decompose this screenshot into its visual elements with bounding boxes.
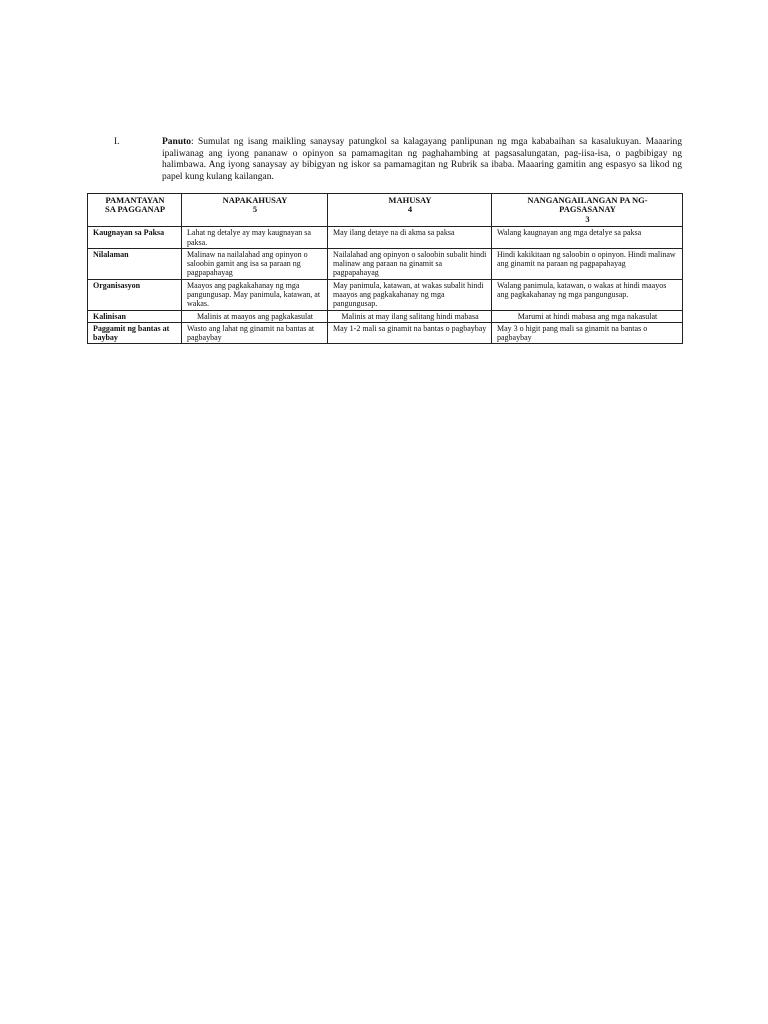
header-score-5: NAPAKAHUSAY 5 (182, 194, 328, 227)
table-row (88, 227, 683, 249)
score-4-cell: May 1-2 mali sa ginamit na bantas o pagbaybay (328, 322, 492, 344)
score-4-cell: Malinis at may ilang salitang hindi mabasa (328, 310, 492, 322)
rubric-header-row (88, 194, 683, 227)
criterion-cell: Organisasyon (88, 279, 182, 310)
score-5-cell: Malinis at maayos ang pagkakasulat (182, 310, 328, 322)
criterion-cell: Kaugnayan sa Paksa (88, 227, 182, 249)
score-3-cell: Marumi at hindi mabasa ang mga nakasulat (492, 310, 683, 322)
score-5-cell: Lahat ng detalye ay may kaugnayan sa paksa. (182, 227, 328, 249)
table-row (88, 310, 683, 322)
score-3-cell: May 3 o higit pang mali sa ginamit na bantas o pagbaybay (492, 322, 683, 344)
criterion-cell: Nilalaman (88, 248, 182, 279)
rubric-table (87, 193, 683, 344)
directions-label: Panuto (162, 137, 192, 147)
score-5-cell: Maayos ang pagkakahanay ng mga pangungusap. May panimula, katawan, at wakas. (182, 279, 328, 310)
criterion-cell: Paggamit ng bantas at baybay (88, 322, 182, 344)
table-row (88, 279, 683, 310)
directions-text: : Sumulat ng isang maikling sanaysay patungkol sa kalagayang panlipunan ng mga kababaihan sa kasalukuyan. Maaaring ipaliwanag ang iyong pananaw o opinyon sa pamamagitan ng paghahambing at pagsasalungatan, pag-iisa-isa, o pagbibigay ng halimbawa. Ang iyong sanaysay ay bibigyan ng iskor sa pamamagitan ng Rubrik sa ibaba. Maaaring gamitin ang espasyo sa likod ng papel kung kulang kailangan. (162, 137, 682, 182)
header-score-3: NANGANGAILANGAN PA NG- PAGSASANAY 3 (492, 194, 683, 227)
header-score-4: MAHUSAY 4 (328, 194, 492, 227)
table-row (88, 248, 683, 279)
criterion-cell: Kalinisan (88, 310, 182, 322)
item-number: I. (114, 137, 120, 147)
header-criteria: PAMANTAYAN SA PAGGANAP (88, 194, 182, 227)
score-3-cell: Walang panimula, katawan, o wakas at hindi maayos ang pagkakahanay ng mga pangungusap. (492, 279, 683, 310)
score-5-cell: Malinaw na nailalahad ang opinyon o saloobin gamit ang isa sa paraan ng pagpapahayag (182, 248, 328, 279)
score-4-cell: May ilang detaye na di akma sa paksa (328, 227, 492, 249)
directions-paragraph (162, 137, 682, 183)
table-row (88, 322, 683, 344)
score-4-cell: May panimula, katawan, at wakas subalit hindi maayos ang pagkakahanay ng mga pangungusap. (328, 279, 492, 310)
score-3-cell: Walang kaugnayan ang mga detalye sa paksa (492, 227, 683, 249)
score-5-cell: Wasto ang lahat ng ginamit na bantas at pagbaybay (182, 322, 328, 344)
score-4-cell: Nailalahad ang opinyon o saloobin subalit hindi malinaw ang paraan na ginamit sa pagpapahayag (328, 248, 492, 279)
score-3-cell: Hindi kakikitaan ng saloobin o opinyon. Hindi malinaw ang ginamit na paraan ng pagpapahayag (492, 248, 683, 279)
